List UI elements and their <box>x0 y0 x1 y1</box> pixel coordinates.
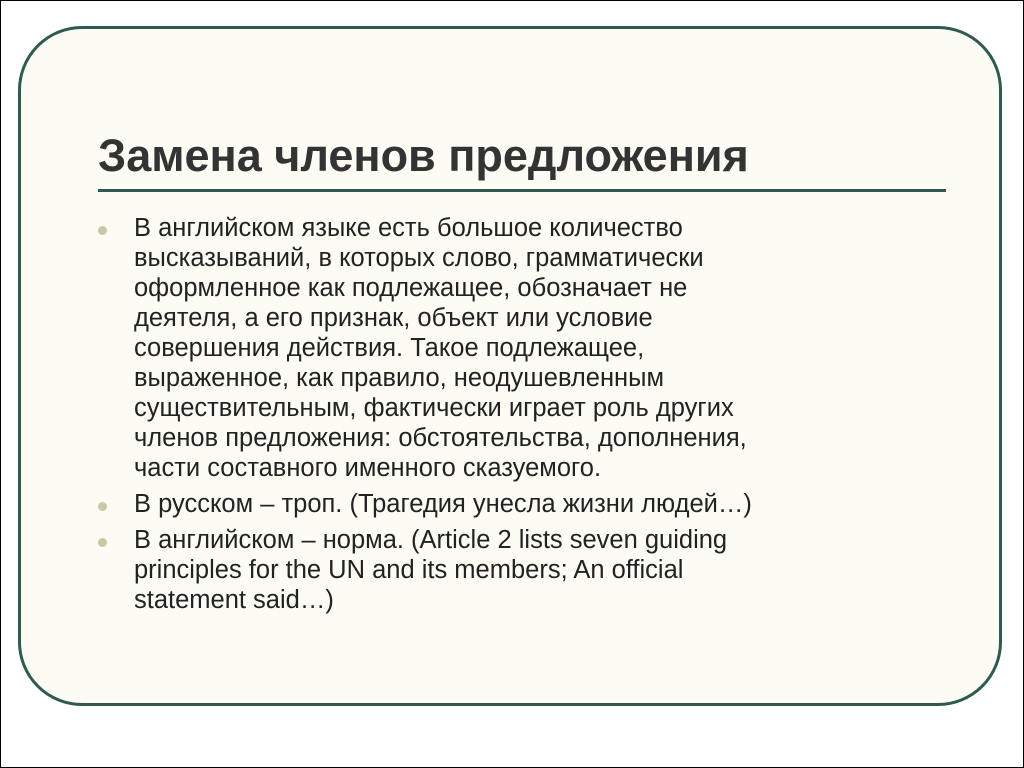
bullet-line: В английском – норма. (Article 2 lists seven guiding <box>134 526 728 554</box>
slide-title: Замена членов предложения <box>98 130 749 181</box>
bullet-text <box>134 525 918 615</box>
bullet-item <box>98 489 918 519</box>
bullet-line: деятеля, а его признак, объект или условие <box>134 304 653 332</box>
bullet-line: существительным, фактически играет роль других <box>134 394 734 422</box>
bullet-text <box>134 489 918 519</box>
bullet-text <box>134 213 918 483</box>
bullet-list <box>98 213 918 621</box>
bullet-item <box>98 213 918 483</box>
bullet-dot-icon <box>98 226 107 235</box>
bullet-item <box>98 525 918 615</box>
bullet-line: principles for the UN and its members; An official <box>134 556 684 584</box>
bullet-dot-icon <box>98 502 107 511</box>
bullet-line: высказываний, в которых слово, грамматически <box>134 244 704 272</box>
bullet-line: statement said…) <box>134 586 334 614</box>
bullet-dot-icon <box>98 538 107 547</box>
bullet-line: В английском языке есть большое количество <box>134 214 683 242</box>
bullet-line: выраженное, как правило, неодушевленным <box>134 364 664 392</box>
bullet-line: В русском – троп. (Трагедия унесла жизни людей…) <box>134 490 752 518</box>
bullet-line: совершения действия. Такое подлежащее, <box>134 334 645 362</box>
bullet-line: членов предложения: обстоятельства, дополнения, <box>134 424 747 452</box>
title-underline <box>98 189 946 192</box>
bullet-line: оформленное как подлежащее, обозначает не <box>134 274 688 302</box>
bullet-line: части составного именного сказуемого. <box>134 454 602 482</box>
